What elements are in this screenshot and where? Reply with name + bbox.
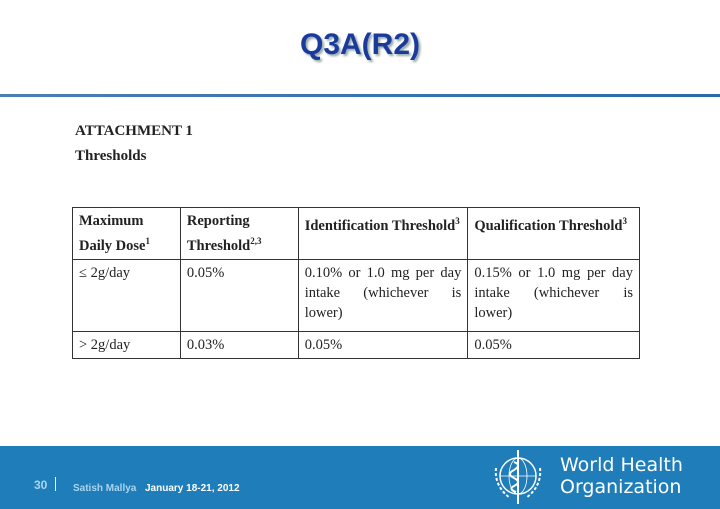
- who-emblem-icon: [488, 448, 548, 508]
- table-header-row: [73, 208, 640, 260]
- cell: 0.10% or 1.0 mg per day intake (whichever is lower): [298, 259, 468, 331]
- table-row: [73, 259, 640, 331]
- header-identification-threshold: Identification Threshold$^3$: [298, 208, 468, 260]
- header-reporting-threshold: Reporting Threshold$^{2,3}$: [180, 208, 298, 260]
- date: January 18-21, 2012: [145, 483, 240, 494]
- title-divider: [0, 94, 720, 97]
- page-separator: [55, 477, 56, 491]
- cell: 0.05%: [298, 331, 468, 358]
- footer-band: [0, 446, 720, 509]
- thresholds-heading: Thresholds: [75, 148, 147, 164]
- cell: ≤ 2g/day: [73, 259, 181, 331]
- org-line-1: World Health: [560, 454, 683, 476]
- header-qualification-threshold: Qualification Threshold$^3$: [468, 208, 640, 260]
- cell: 0.05%: [468, 331, 640, 358]
- org-line-2: Organization: [560, 476, 682, 498]
- cell: 0.15% or 1.0 mg per day intake (whichever is lower): [468, 259, 640, 331]
- author: Satish Mallya: [73, 483, 137, 494]
- header-max-daily-dose: Maximum Daily Dose$^1$: [73, 208, 181, 260]
- table-row: [73, 331, 640, 358]
- thresholds-table: [72, 207, 640, 359]
- cell: > 2g/day: [73, 331, 181, 358]
- cell: 0.03%: [180, 331, 298, 358]
- attachment-heading: ATTACHMENT 1: [75, 123, 193, 139]
- cell: 0.05%: [180, 259, 298, 331]
- organization-name: [560, 454, 683, 498]
- slide-title: Q3A(R2): [299, 28, 420, 61]
- page-number: 30: [34, 478, 48, 492]
